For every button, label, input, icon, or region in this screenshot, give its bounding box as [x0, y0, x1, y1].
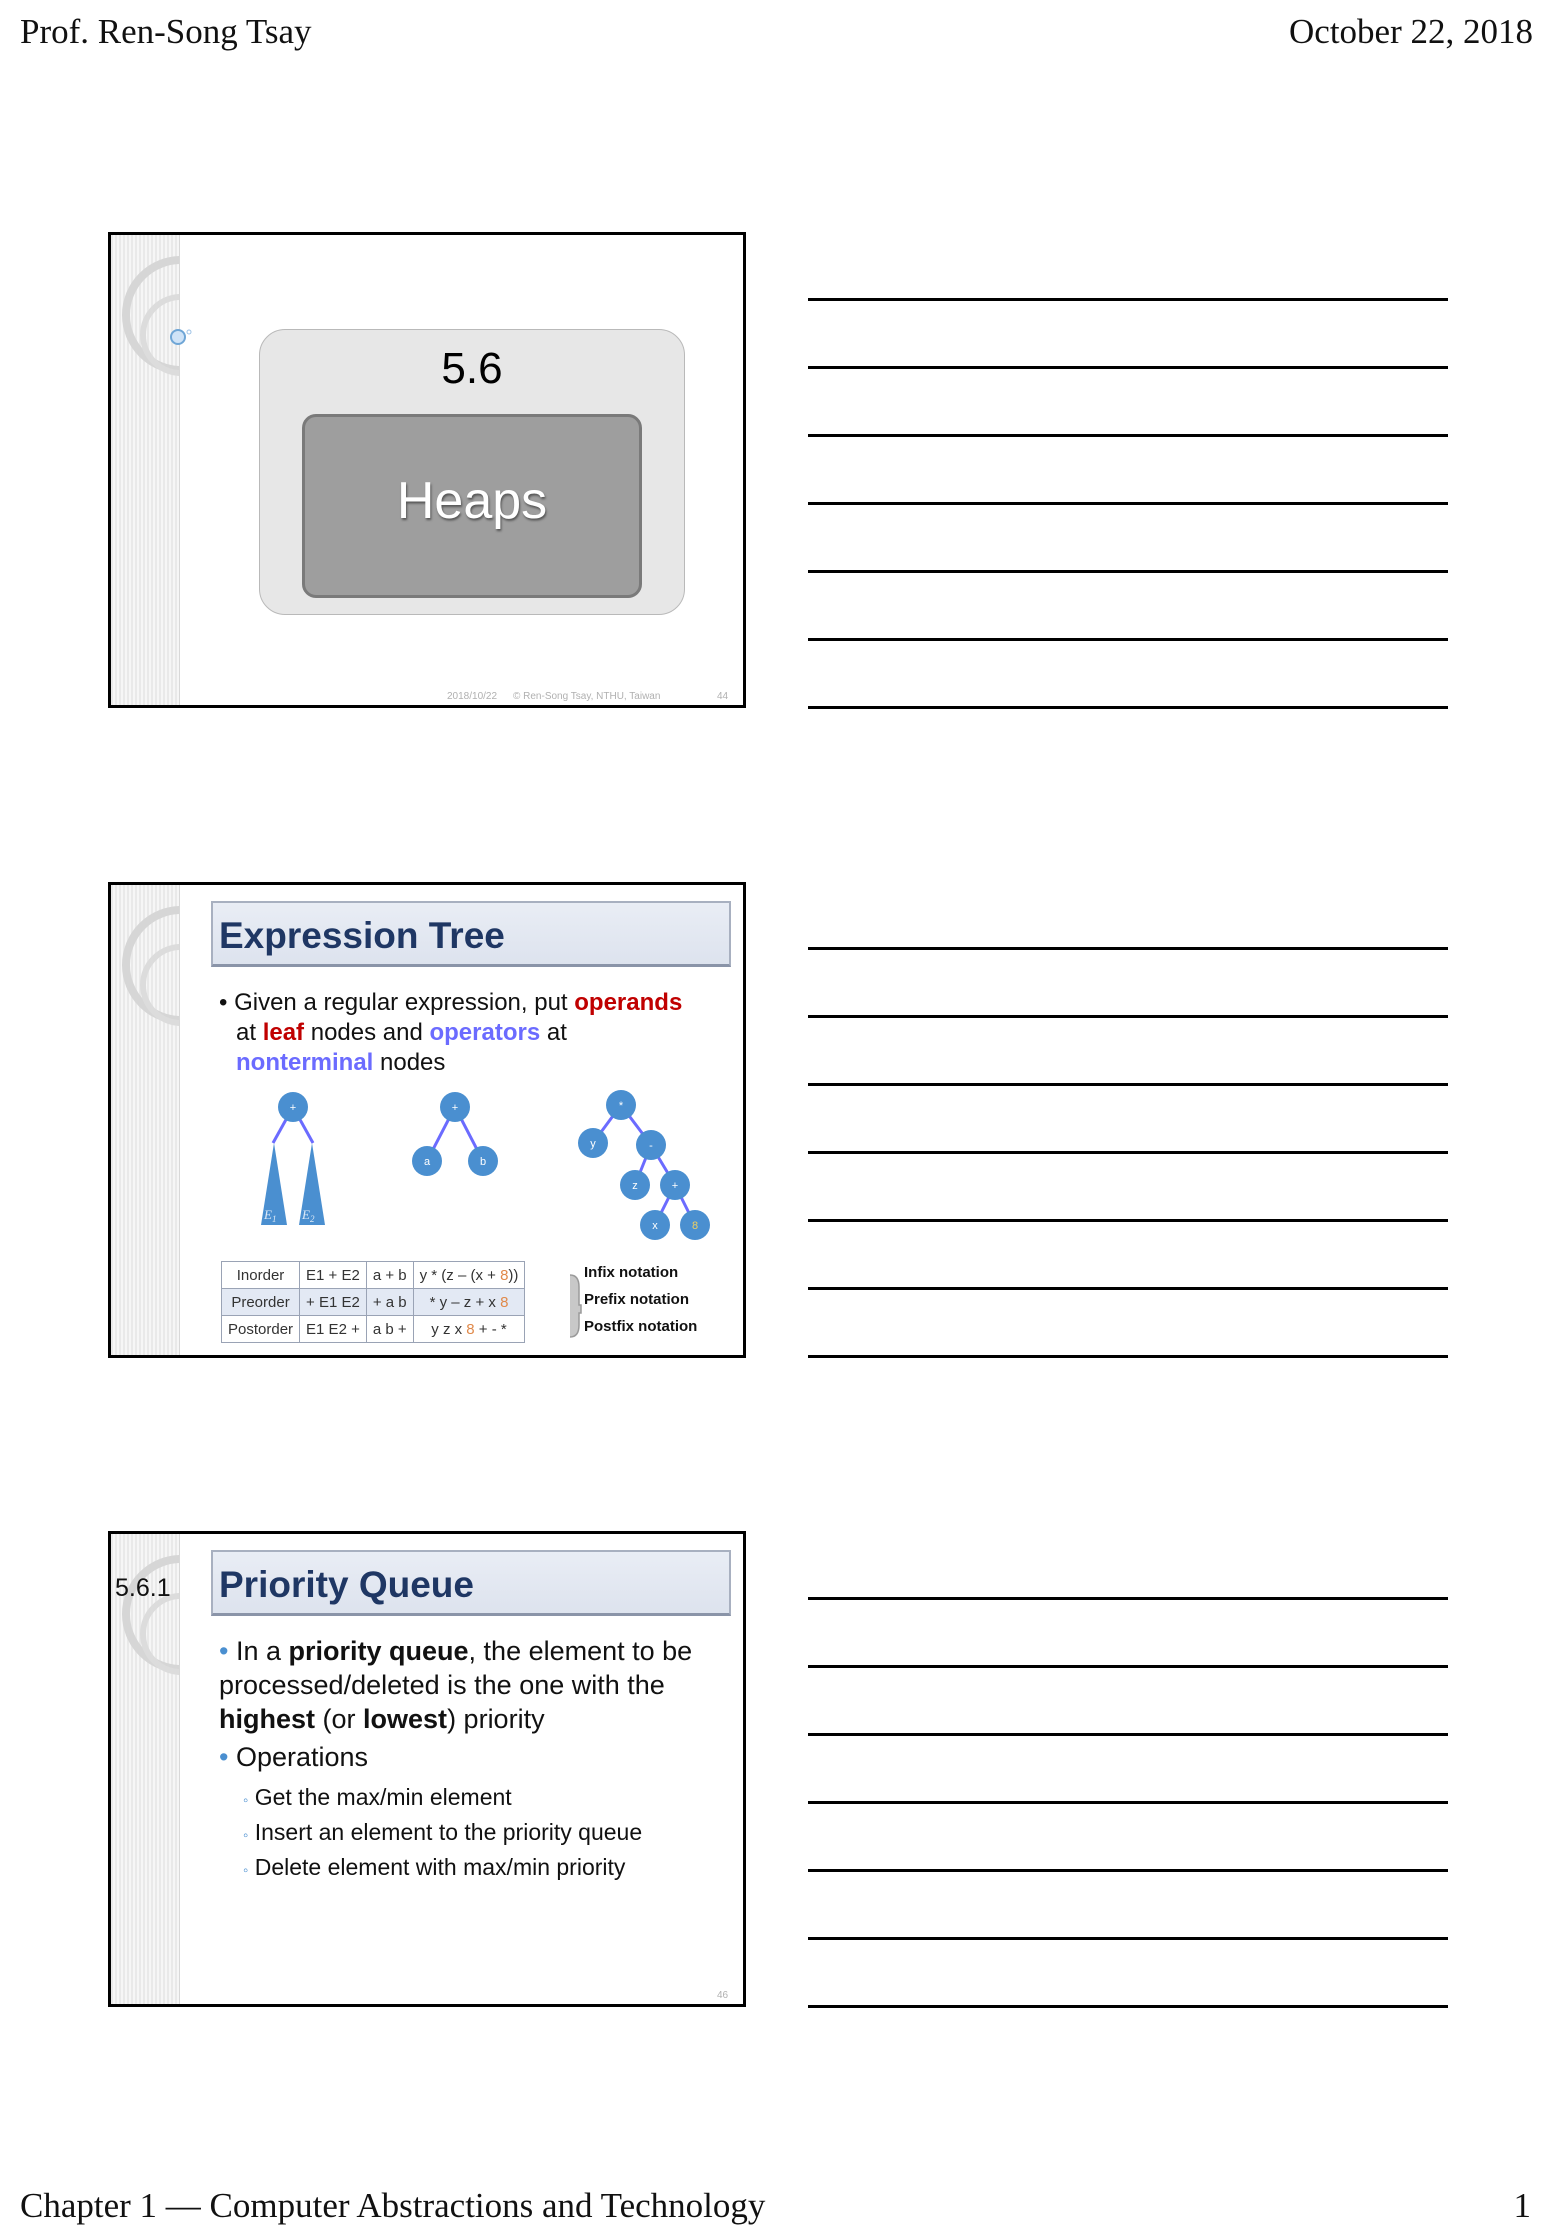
traversal-table — [221, 1261, 525, 1343]
svg-text:b: b — [479, 1156, 487, 1168]
infix-notation-label: Infix notation — [584, 1264, 679, 1281]
title-button — [302, 414, 642, 598]
section-number: 5.6 — [441, 344, 503, 393]
slide-decoration — [111, 235, 180, 705]
operators-term: operators — [429, 1019, 541, 1046]
footer-chapter: Chapter 1 — Computer Abstractions and Technology — [20, 2186, 766, 2225]
note-line — [808, 1083, 1448, 1086]
sub-bullet: ◦ Delete element with max/min priority — [243, 1854, 626, 1880]
table-row: Preorder + E1 E2 + a b * y – z + x 8 — [222, 1289, 525, 1316]
table-row: Inorder E1 + E2 a + b y * (z – (x + 8)) — [222, 1262, 525, 1289]
svg-text:z: z — [632, 1180, 638, 1192]
header-date: October 22, 2018 — [1289, 12, 1533, 51]
slide-decoration — [111, 1534, 180, 2004]
note-line — [808, 502, 1448, 505]
swirl-decoration-icon — [111, 1534, 179, 2007]
slide-title: Priority Queue — [219, 1564, 474, 1605]
sub-bullet: ◦ Insert an element to the priority queue — [243, 1819, 643, 1845]
note-line — [808, 298, 1448, 301]
slide-priority-queue — [108, 1531, 746, 2007]
svg-text:+: + — [671, 1180, 679, 1192]
tree-e1-e2 — [261, 1092, 325, 1225]
note-line — [808, 1015, 1448, 1018]
note-line — [808, 434, 1448, 437]
footer-page-number: 1 — [1513, 2186, 1531, 2225]
note-line — [808, 1287, 1448, 1290]
swirl-decoration-icon — [111, 235, 179, 708]
note-line — [808, 1869, 1448, 1872]
prefix-notation-label: Prefix notation — [584, 1291, 690, 1308]
nonterminal-term: nonterminal — [236, 1049, 374, 1076]
slide-footer-page: 44 — [717, 691, 729, 702]
note-line — [808, 1355, 1448, 1358]
tree-complex — [578, 1090, 710, 1240]
svg-text:E2: $E_2$ — [302, 1207, 315, 1224]
postfix-notation-label: Postfix notation — [584, 1318, 698, 1335]
bullet-text: • Given a regular expression, put operands at leaf nodes and operators at nonterminal nodes — [219, 989, 683, 1076]
tree-a-plus-b — [412, 1092, 498, 1176]
note-line — [808, 2005, 1448, 2008]
svg-text:*: * — [618, 1100, 624, 1112]
svg-text:-: - — [649, 1140, 653, 1152]
bubble-icon — [169, 327, 193, 351]
note-line — [808, 1597, 1448, 1600]
slide-footer-copyright: © Ren-Song Tsay, NTHU, Taiwan — [513, 691, 661, 702]
slide-title: Expression Tree — [219, 915, 505, 956]
svg-text:+: + — [451, 1102, 459, 1114]
slide-footer-date: 2018/10/22 — [447, 691, 498, 702]
title-card — [259, 329, 685, 615]
slide-expression-tree — [108, 882, 746, 1358]
leaf-term: leaf — [262, 1019, 305, 1046]
note-line — [808, 1219, 1448, 1222]
slide-title-bar — [211, 1550, 731, 1616]
slide-footer-page: 46 — [717, 1990, 729, 2001]
svg-text:8: 8 — [691, 1220, 699, 1232]
note-line — [808, 638, 1448, 641]
operands-term: operands — [574, 989, 683, 1016]
svg-text:y: y — [590, 1138, 596, 1150]
slide-title: Heaps — [396, 472, 548, 530]
note-line — [808, 1733, 1448, 1736]
slide-heaps — [108, 232, 746, 708]
note-line — [808, 947, 1448, 950]
svg-text:E1: $E_1$ — [264, 1207, 277, 1224]
note-line — [808, 706, 1448, 709]
table-row: Postorder E1 E2 + a b + y z x 8 + - * — [222, 1316, 525, 1343]
note-line — [808, 570, 1448, 573]
svg-text:a: a — [423, 1156, 431, 1168]
note-line — [808, 1151, 1448, 1154]
sub-bullet: ◦ Get the max/min element — [243, 1784, 512, 1810]
bullet-2: • Operations — [219, 1742, 369, 1772]
header-author: Prof. Ren-Song Tsay — [20, 12, 312, 51]
bullet-1: • In a priority queue, the element to be processed/deleted is the one with the highest (or lowest) priority — [219, 1636, 693, 1734]
note-line — [808, 366, 1448, 369]
note-line — [808, 1801, 1448, 1804]
svg-text:x: x — [652, 1220, 658, 1232]
bracket-arrow-icon — [570, 1275, 581, 1337]
note-line — [808, 1665, 1448, 1668]
section-label: 5.6.1 — [115, 1574, 171, 1602]
tree-node-label: + — [289, 1102, 297, 1114]
note-line — [808, 1937, 1448, 1940]
